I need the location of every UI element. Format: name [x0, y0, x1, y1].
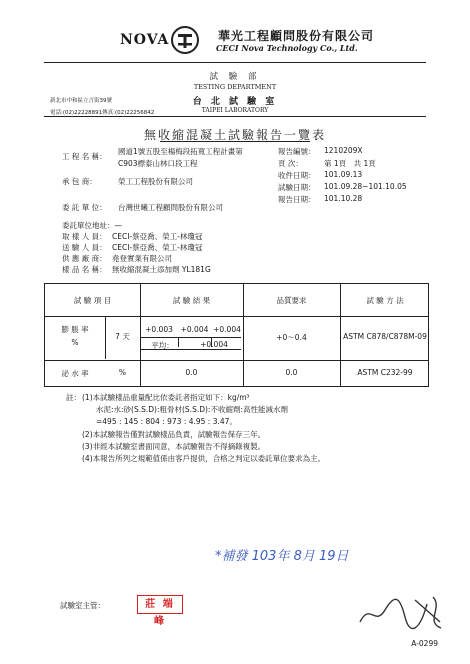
project-name-line2: C903標泰山林口段工程 — [118, 159, 198, 168]
page-label: 頁 次： — [278, 159, 303, 168]
header-method: 試 驗 方 法 — [366, 296, 404, 305]
address: 新北市中和區立言街39號 — [50, 98, 112, 104]
bleeding-rate-unit: % — [118, 368, 127, 377]
department-en: TESTING DEPARTMENT — [193, 83, 277, 91]
expansion-rate-label: 膨 脹 率 — [61, 325, 89, 334]
expansion-value-1: +0.003 — [145, 325, 173, 334]
expansion-value-3: +0.004 — [213, 325, 241, 334]
project-name-line1: 國道1號五股至楊梅段拓寬工程計畫第 — [118, 147, 243, 156]
expansion-method: ASTM C878/C878M-09 — [343, 332, 427, 341]
expansion-rate-unit: % — [71, 338, 79, 347]
brand-name: NOVA — [120, 32, 170, 48]
project-label: 工 程 名 稱： — [62, 152, 107, 161]
supplier-label: 供 應 廠 商： — [62, 254, 107, 263]
lab-en: TAIPEI LABORATORY — [201, 107, 269, 114]
bleeding-result: 0.0 — [185, 368, 198, 377]
contractor: 榮工工程股份有限公司 — [118, 177, 193, 186]
contractor-label: 承 包 商： — [62, 177, 97, 186]
client-address-label: 委託單位地址：— — [62, 221, 122, 230]
telephone: 電話:(02)22228891傳真:(02)22256842 — [50, 110, 155, 116]
client-label: 委 託 單 位： — [62, 203, 107, 212]
table-rule — [45, 360, 428, 361]
test-date-label: 試驗日期： — [278, 183, 316, 192]
header-result: 試 驗 結 果 — [172, 296, 211, 305]
expansion-value-2: +0.004 — [180, 325, 209, 334]
report-no: 1210209X — [324, 146, 363, 155]
sampler: CECI-蔡亞喬、榮工-林瓊冠 — [112, 232, 203, 241]
supervisor-label: 試驗室主管： — [60, 601, 105, 610]
report-date-label: 報告日期： — [278, 195, 316, 204]
average-label: 平均： — [151, 341, 174, 350]
sender: CECI-蔡亞喬、榮工-林瓊冠 — [112, 243, 203, 252]
note-3: (3)非經本試驗室書面同意，本試驗報告不得摘錄複製。 — [82, 442, 266, 451]
note-1-mix: 水泥:水:砂(S.S.D):粗骨材(S.S.D):不收縮劑:高性能減水劑 — [96, 405, 288, 414]
company-logo-icon — [170, 25, 200, 55]
bleeding-rate-label: 泌 水 率 — [61, 369, 89, 378]
sender-label: 送 驗 人 員： — [62, 243, 107, 252]
bleeding-requirement: 0.0 — [285, 368, 298, 377]
received-date-label: 收件日期： — [278, 171, 316, 180]
header-requirement: 品質要求 — [276, 296, 307, 305]
company-name-zh: 華光工程顧問股份有限公司 — [218, 29, 375, 43]
sample-name: 無收縮混凝土添加劑 YL181G — [112, 265, 211, 274]
page-value: 第 1頁 共 1頁 — [324, 159, 376, 168]
note-4: (4)本報告所列之規範值係由客戶提供，合格之判定以委託單位要求為主。 — [82, 454, 326, 463]
curing-age: 7 天 — [115, 332, 130, 341]
report-date: 101.10.28 — [324, 194, 363, 203]
supplier: 堯登實業有限公司 — [112, 254, 172, 263]
expansion-average: +0.004 — [200, 340, 228, 349]
test-date: 101.09.28~101.10.05 — [324, 182, 407, 191]
client: 台灣世曦工程顧問股份有限公司 — [118, 203, 223, 212]
bleeding-method: ASTM C232-99 — [357, 368, 413, 377]
department-zh: 試 驗 部 — [209, 72, 261, 82]
report-no-label: 報告編號： — [278, 147, 316, 156]
notes-label: 註： — [66, 393, 81, 402]
sampler-label: 取 樣 人 員： — [62, 232, 107, 241]
lab-zh: 台 北 試 驗 室 — [192, 97, 278, 107]
note-1-ratio: =495 : 145 : 804 : 973 : 4.95 : 3.47。 — [96, 417, 237, 426]
report-title: 無收縮混凝土試驗報告一覽表 — [143, 128, 326, 142]
expansion-requirement: +0～0.4 — [276, 333, 307, 342]
supervisor-stamp: 莊 端 峰 — [137, 595, 183, 614]
header-rule-2 — [44, 116, 426, 117]
sample-label: 樣 品 名 稱： — [62, 265, 107, 274]
table-rule — [45, 316, 428, 317]
header-test-item: 試 驗 項 目 — [73, 296, 112, 305]
table-rule — [140, 337, 241, 338]
document-code: A-0299 — [411, 639, 438, 648]
header-rule — [44, 62, 426, 63]
reissue-stamp: *補發 103年 8月 19日 — [215, 549, 349, 564]
received-date: 101.09.13 — [324, 170, 363, 179]
note-2: (2)本試驗報告僅對試驗樣品負責，試驗報告保存三年。 — [82, 430, 266, 439]
title-underline — [160, 141, 310, 142]
note-1: (1)本試驗樣品重量配比依委託者指定如下：kg/m³ — [82, 393, 250, 402]
results-table — [44, 283, 429, 387]
company-name-en: CECI Nova Technology Co., Ltd. — [216, 43, 358, 53]
signature-icon — [355, 592, 445, 632]
